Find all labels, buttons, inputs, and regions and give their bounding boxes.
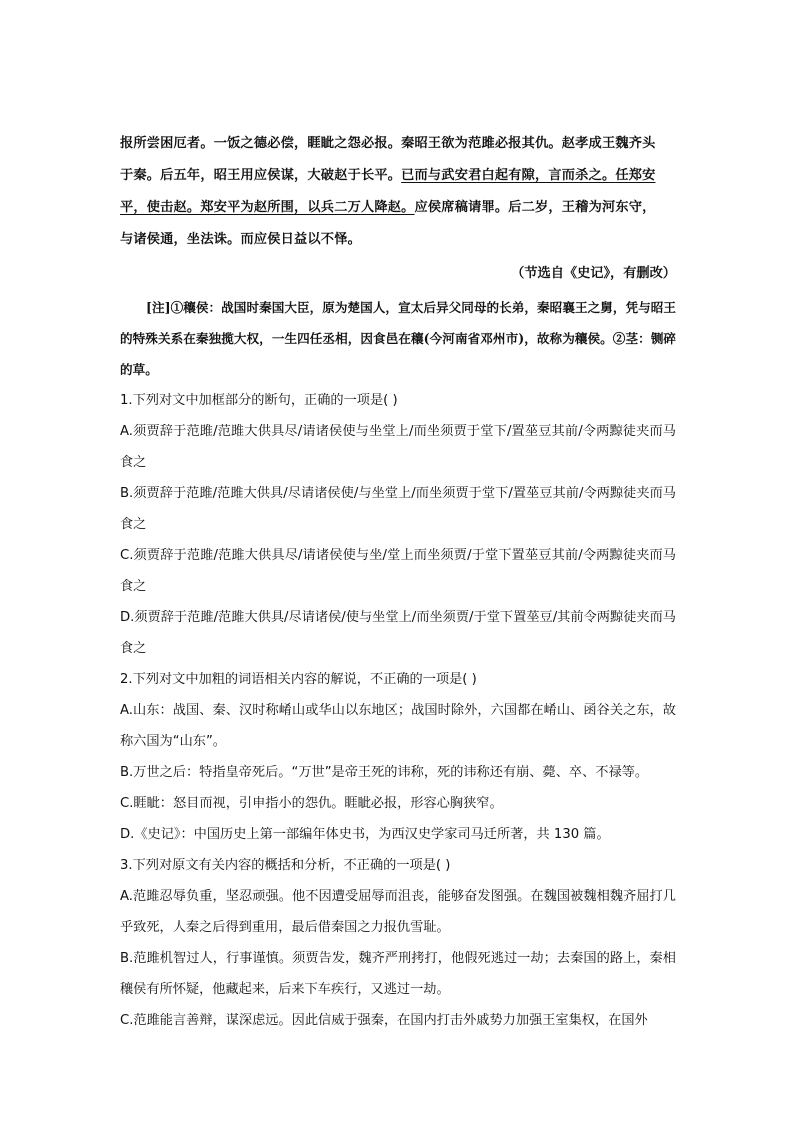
option-c: C.范雎能言善辩，谋深虑远。因此信威于强秦，在国内打击外戚势力加强王室集权，在国外: [120, 1013, 648, 1028]
source-citation: （节选自《史记》，有删改）: [511, 266, 676, 281]
passage-text: [120, 128, 676, 256]
passage-line: 报所尝困厄者。一饭之德必偿，睚眦之怨必报。秦昭王欲为范雎必报其仇。赵孝成王魏齐头: [120, 136, 656, 151]
passage-line: 与诸侯通，坐法诛。而应侯日益以不怿。: [120, 232, 361, 247]
option-d: D.《史记》：中国历史上第一部编年体史书，为西汉史学家司马迁所著，共 130 篇。: [120, 827, 610, 842]
option-a: A.范雎忍辱负重，坚忍顽强。他不因遭受屈辱而沮丧，能够奋发图强。在魏国被魏相魏齐屈打几乎致死，人秦之后得到重用，最后借秦国之力报仇雪耻。: [120, 889, 676, 935]
underlined-sentence: 已而与武安君白起有隙，言而杀之。: [401, 168, 616, 183]
option-b: B.万世之后：特指皇帝死后。“万世”是帝王死的讳称，死的讳称还有崩、薨、卒、不禄等。: [120, 765, 649, 780]
option-b: B.须贾辞于范雎/范雎大供具/尽请诸侯使/与坐堂上/而坐须贾于堂下/置莝豆其前/令两黥徒夹而马食之: [120, 486, 676, 532]
option-a: A.须贾辞于范雎/范雎大供具尽/请诸侯使与坐堂上/而坐须贾于堂下/置莝豆其前/令两黥徒夹而马食之: [120, 424, 676, 470]
passage-line: 平，使击赵。郑安平为赵所围，以兵二万人降赵。应侯席稿请罪。后二岁，王稽为河东守，: [120, 200, 656, 215]
questions-section: [120, 385, 676, 1036]
question-stem: 1.下列对文中加框部分的断句，正确的一项是( ): [120, 393, 398, 408]
document-page: [120, 128, 676, 1036]
option-d: D.须贾辞于范雎/范雎大供具/尽请诸侯/使与坐堂上/而坐须贾/于堂下置莝豆/其前令两黥徒夹而马食之: [120, 610, 676, 656]
annotation-note: [注]①穰侯：战国时秦国大臣，原为楚国人，宣太后异父同母的长弟，秦昭襄王之舅，凭与昭王的特殊关系在秦独揽大权，一生四任丞相，因食邑在穰(今河南省邓州市)，故称为穰侯。②茎：铡碎的草。: [120, 300, 676, 377]
option-c: C.睚眦：怒目而视，引申指小的怨仇。睚眦必报，形容心胸狭窄。: [120, 796, 503, 811]
question-stem: 2.下列对文中加粗的词语相关内容的解说，不正确的一项是( ): [120, 672, 477, 687]
underlined-sentence: 平，使击赵。郑安平为赵所围，以兵二万人降赵。: [120, 200, 415, 215]
option-b: B.范雎机智过人，行事谨慎。须贾告发，魏齐严刑拷打，他假死逃过一劫；去秦国的路上，秦相穰侯有所怀疑，他藏起来，后来下车疾行，又逃过一劫。: [120, 951, 676, 997]
question-stem: 3.下列对原文有关内容的概括和分析，不正确的一项是( ): [120, 858, 451, 873]
passage-line: 于秦。后五年，昭王用应侯谋，大破赵于长平。已而与武安君白起有隙，言而杀之。任郑安: [120, 168, 656, 183]
underlined-sentence: 任郑安: [615, 168, 656, 183]
option-c: C.须贾辞于范雎/范雎大供具尽/请诸侯使与坐/堂上而坐须贾/于堂下置莝豆其前/令两黥徒夹而马食之: [120, 548, 676, 594]
option-a: A.山东：战国、秦、汉时称崤山或华山以东地区；战国时除外，六国都在崤山、函谷关之东，故称六国为“山东”。: [120, 703, 676, 749]
